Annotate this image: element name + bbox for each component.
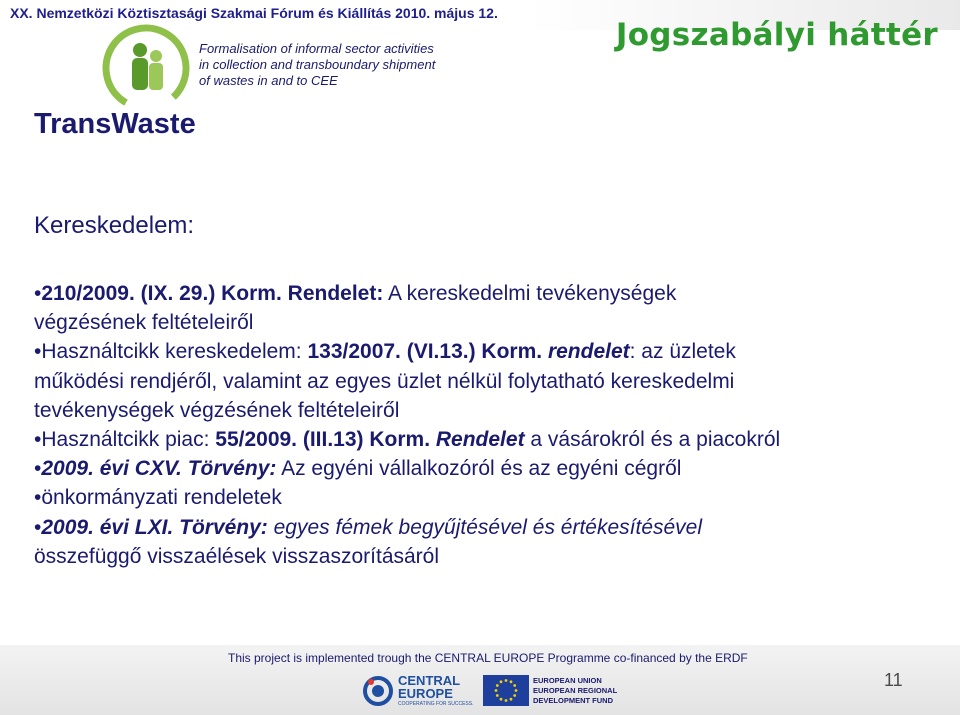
- content-list: [34, 279, 934, 571]
- list-item: [34, 337, 934, 366]
- bullet: •: [34, 282, 42, 305]
- central-europe-tagline: COOPERATING FOR SUCCESS.: [398, 701, 474, 707]
- project-description: [199, 41, 499, 89]
- item-label: Használtcikk piac:: [41, 428, 216, 452]
- eu-logo: [483, 673, 618, 709]
- project-description-line: Formalisation of informal sector activities: [199, 41, 434, 56]
- list-item: [34, 483, 934, 512]
- decree-type: Rendelet: [435, 428, 525, 452]
- project-description-line: of wastes in and to CEE: [199, 73, 338, 88]
- item-text: egyes fémek begyűjtésével és értékesítésével: [267, 515, 703, 539]
- decree-reference: 55/2009. (III.13) Korm.: [215, 428, 436, 452]
- item-text: Az egyéni vállalkozóról és az egyéni cégről: [276, 457, 682, 481]
- central-europe-logo: [362, 673, 472, 709]
- item-text: a vásárokról és a piacokról: [524, 428, 781, 452]
- item-text: önkormányzati rendeletek: [41, 486, 282, 510]
- central-europe-logo-icon: [362, 674, 394, 708]
- project-description-line: in collection and transboundary shipment: [199, 57, 436, 72]
- bullet: •: [34, 515, 42, 539]
- list-item-continuation: összefüggő visszaélések visszaszorításáról: [34, 544, 440, 568]
- list-item-continuation: végzésének feltételeiről: [34, 311, 254, 335]
- list-item: [34, 425, 934, 454]
- law-reference: 2009. évi CXV. Törvény:: [41, 457, 277, 481]
- eu-text: [533, 676, 617, 706]
- item-text: : az üzletek: [629, 340, 736, 364]
- eu-text-line: DEVELOPMENT FUND: [533, 696, 614, 705]
- bullet: •: [34, 486, 42, 510]
- item-text: A kereskedelmi tevékenységek: [383, 282, 677, 305]
- central-europe-line: CENTRAL: [398, 673, 461, 688]
- decree-reference: 133/2007. (VI.13.) Korm.: [307, 340, 548, 364]
- list-item: [34, 279, 934, 308]
- list-item-continuation: tevékenységek végzésének feltételeiről: [34, 398, 400, 422]
- logo-name: TransWaste: [34, 108, 196, 140]
- eu-text-line: EUROPEAN REGIONAL: [533, 686, 618, 695]
- page-number: 11: [884, 670, 903, 690]
- eu-flag-icon: [483, 675, 529, 706]
- bullet: •: [34, 428, 42, 452]
- eu-text-line: EUROPEAN UNION: [533, 676, 602, 685]
- list-item: [34, 513, 934, 542]
- people-circle-logo-icon: [100, 22, 192, 114]
- decree-type: rendelet: [547, 340, 630, 364]
- bullet: •: [34, 457, 42, 481]
- decree-reference: 210/2009. (IX. 29.) Korm. Rendelet:: [41, 282, 384, 305]
- list-item: [34, 454, 934, 483]
- bullet: •: [34, 340, 42, 364]
- law-reference: 2009. évi LXI. Törvény:: [41, 515, 268, 539]
- footer-note: This project is implemented trough the CENTRAL EUROPE Programme co-financed by the ERDF: [228, 651, 748, 665]
- central-europe-line: EUROPE: [398, 686, 453, 701]
- event-title: XX. Nemzetközi Köztisztasági Szakmai Fórum és Kiállítás 2010. május 12.: [10, 5, 498, 21]
- list-item-continuation: működési rendjéről, valamint az egyes üzlet nélkül folytatható kereskedelmi: [34, 369, 735, 393]
- slide-heading: Jogszabályi háttér: [615, 17, 938, 53]
- section-heading: Kereskedelem:: [34, 212, 195, 239]
- item-label: Használtcikk kereskedelem:: [41, 340, 308, 364]
